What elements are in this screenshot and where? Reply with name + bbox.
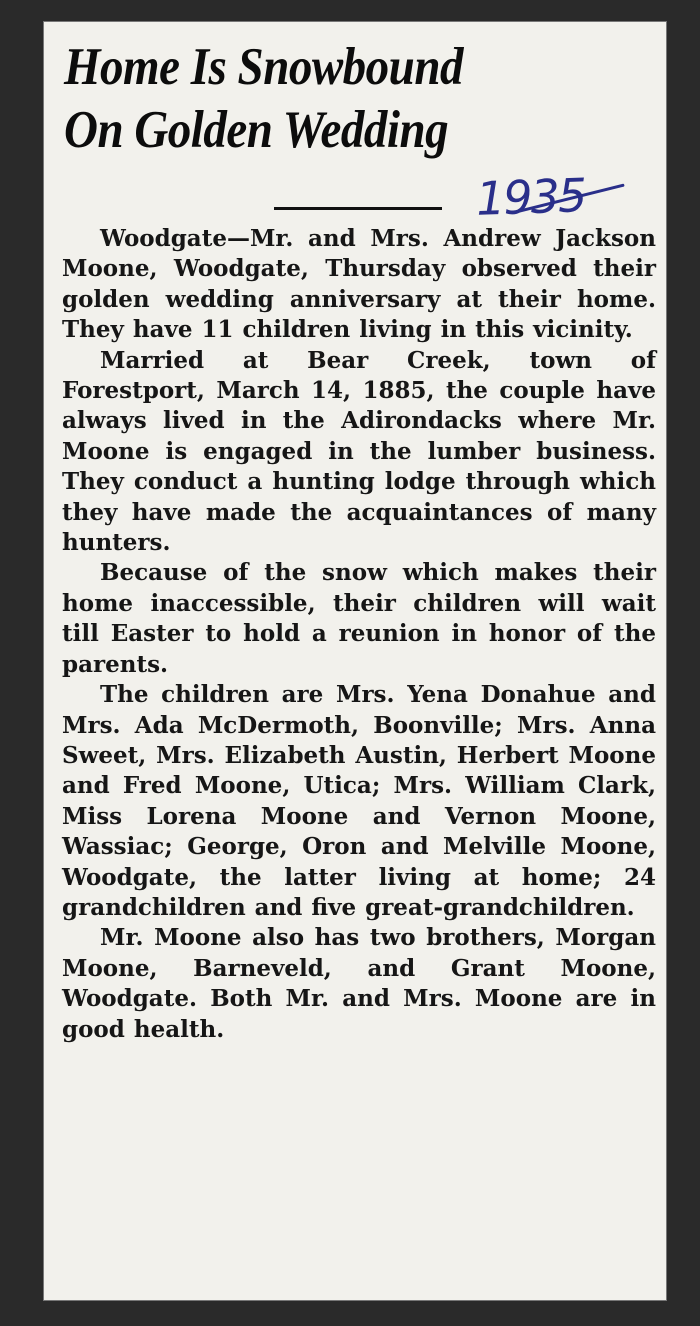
paragraph-4: The children are Mrs. Yena Donahue and Mrs. Ada McDermoth, Boonville; Mrs. Anna Sweet, Mrs. Elizabeth Austin, Herbert Moone and Fred Moone, Utica; Mrs. William Clark, Miss Lorena Moone and Vernon Moone, Wassiac; George, Oron and Melville Moone, Woodgate, the latter living at home; 24 grandchildren and five great-grandchildren. (62, 681, 656, 921)
paragraph-1: Woodgate—Mr. and Mrs. Andrew Jackson Moone, Woodgate, Thursday observed their golden wedding anniversary at their home. They have 11 children living in this vicinity. (62, 225, 656, 344)
paragraph-2: Married at Bear Creek, town of Forestport, March 14, 1885, the couple have always lived in the Adirondacks where Mr. Moone is engaged in the lumber business. They conduct a hunting lodge through which they have made the acquaintances of many hunters. (62, 346, 656, 557)
paragraph-5: Mr. Moone also has two brothers, Morgan Moone, Barneveld, and Grant Moone, Woodgate. Both Mr. and Mrs. Moone are in good health. (62, 924, 656, 1043)
headline (64, 36, 666, 161)
paragraph-3: Because of the snow which makes their home inaccessible, their children will wait till Easter to hold a reunion in honor of the parents. (62, 559, 656, 678)
headline-line-2: On Golden Wedding (64, 100, 449, 160)
article-body (62, 224, 656, 1045)
handwritten-year: 1935 (475, 168, 586, 226)
headline-line-1: Home Is Snowbound (64, 38, 463, 97)
newspaper-clipping (44, 22, 666, 1300)
headline-divider (274, 207, 442, 210)
